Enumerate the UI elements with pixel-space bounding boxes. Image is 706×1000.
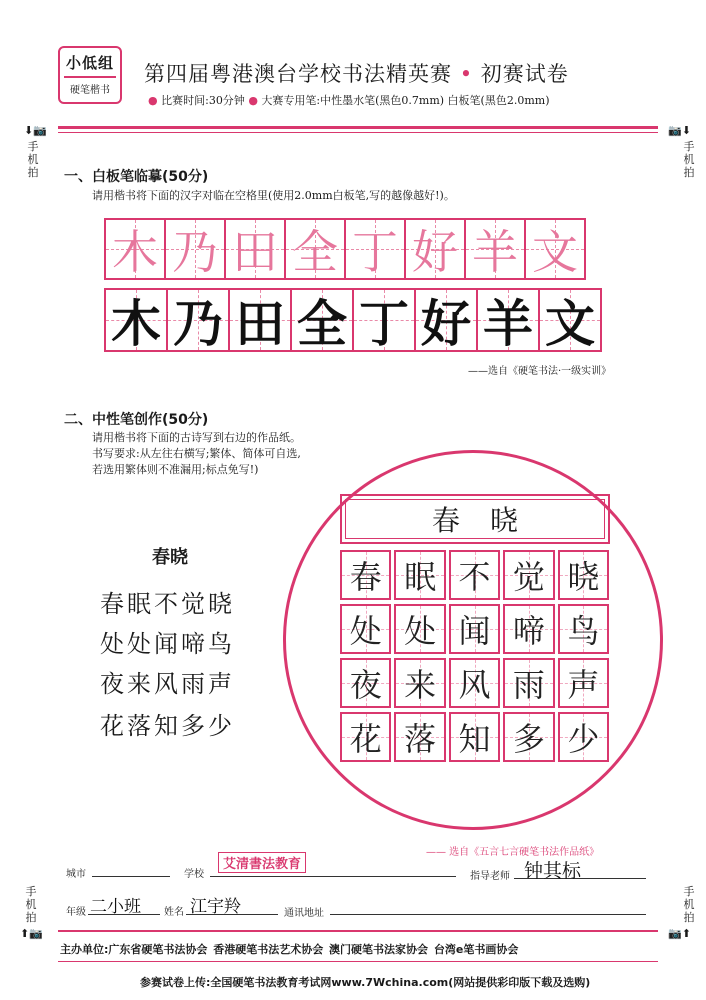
work-char: 觉 — [512, 558, 545, 596]
work-char: 处 — [404, 612, 437, 650]
work-char: 声 — [567, 666, 600, 704]
work-cell[interactable] — [449, 604, 500, 654]
work-char: 闻 — [458, 612, 491, 650]
work-char: 春 — [349, 558, 382, 596]
work-cell[interactable] — [394, 550, 445, 600]
trace-char: 田 — [232, 225, 278, 279]
work-cell[interactable] — [340, 604, 391, 654]
model-cell — [476, 288, 540, 352]
name-value: 江宇羚 — [190, 897, 241, 917]
camera-icon: 📷 — [668, 124, 682, 137]
trace-cell[interactable] — [224, 218, 286, 280]
badge-divider — [64, 76, 116, 78]
poem-line: 处处闻啼鸟 — [100, 630, 235, 658]
section2-instruction-2: 书写要求:从左往右横写;繁体、简体可自选, — [92, 447, 301, 460]
model-cell — [290, 288, 354, 352]
camera-caption-br: 手机拍 — [683, 885, 695, 924]
title-dot: • — [459, 62, 474, 86]
section2-source: —— 选自《五言七言硬笔书法作品纸》 — [426, 847, 600, 858]
poem-line: 春眠不觉晓 — [100, 590, 235, 618]
section1-instruction: 请用楷书将下面的汉字对临在空格里(使用2.0mm白板笔,写的越像越好!)。 — [92, 189, 455, 202]
camera-icon: 📷 — [29, 927, 43, 940]
work-cell[interactable] — [558, 604, 609, 654]
section2-instruction-1: 请用楷书将下面的古诗写到右边的作品纸。 — [92, 431, 301, 444]
work-char: 风 — [458, 666, 491, 704]
work-cell[interactable] — [394, 712, 445, 762]
work-cell[interactable] — [340, 712, 391, 762]
work-cell[interactable] — [449, 658, 500, 708]
work-char: 少 — [567, 720, 600, 758]
work-grid[interactable] — [340, 550, 612, 766]
work-title-box[interactable] — [340, 494, 610, 544]
work-row — [340, 604, 612, 654]
work-cell[interactable] — [503, 550, 554, 600]
trace-char: 乃 — [172, 225, 218, 279]
section2-instruction-3: 若选用繁体则不准漏用;标点免写!) — [92, 463, 259, 476]
work-char: 来 — [404, 666, 437, 704]
section1-source: ——选自《硬笔书法·一级实训》 — [468, 366, 612, 377]
camera-marker-tl — [24, 124, 47, 137]
work-cell[interactable] — [394, 604, 445, 654]
work-char: 雨 — [512, 666, 545, 704]
camera-marker-tr — [668, 124, 691, 137]
teacher-value: 钟其标 — [524, 860, 582, 882]
city-field[interactable] — [92, 876, 170, 877]
work-cell[interactable] — [394, 658, 445, 708]
badge-group-label: 小低组 — [65, 54, 114, 72]
work-char: 晓 — [567, 558, 600, 596]
model-cell — [228, 288, 292, 352]
model-char: 全 — [297, 295, 347, 353]
model-char: 羊 — [483, 295, 533, 353]
work-cell[interactable] — [558, 550, 609, 600]
model-cell — [104, 288, 168, 352]
work-char: 知 — [458, 720, 491, 758]
work-char: 啼 — [512, 612, 545, 650]
model-cell — [538, 288, 602, 352]
exam-time: 比赛时间:30分钟 — [161, 94, 245, 107]
trace-cell[interactable] — [164, 218, 226, 280]
trace-cell[interactable] — [404, 218, 466, 280]
camera-caption-tl: 手机拍 — [27, 140, 39, 179]
trace-char: 丁 — [352, 225, 398, 279]
footer-divider — [58, 930, 658, 932]
poem-line: 夜来风雨声 — [100, 670, 235, 698]
model-char: 好 — [421, 295, 471, 353]
model-cell — [166, 288, 230, 352]
teacher-label: 指导老师 — [470, 871, 510, 882]
header-divider — [58, 126, 658, 129]
poem-line: 花落知多少 — [100, 712, 235, 740]
model-grid — [104, 288, 600, 352]
header-divider-thin — [58, 132, 658, 133]
exam-pen: 大赛专用笔:中性墨水笔(黑色0.7mm) 白板笔(黑色2.0mm) — [261, 94, 550, 107]
work-cell[interactable] — [558, 658, 609, 708]
bullet-icon: ● — [248, 94, 258, 107]
poem-title: 春晓 — [152, 547, 188, 568]
badge-style-label: 硬笔楷书 — [70, 85, 110, 96]
trace-char: 好 — [412, 225, 458, 279]
model-char: 文 — [545, 295, 595, 353]
address-field[interactable] — [330, 914, 646, 915]
trace-char: 羊 — [472, 225, 518, 279]
school-field[interactable] — [210, 876, 456, 877]
work-cell[interactable] — [503, 604, 554, 654]
camera-icon: 📷 — [668, 927, 682, 940]
page-title — [144, 58, 569, 88]
work-cell[interactable] — [503, 712, 554, 762]
footer-divider-thin — [58, 961, 658, 962]
organizers: 主办单位:广东省硬笔书法协会 香港硬笔书法艺术协会 澳门硬笔书法家协会 台湾e笔书画协会 — [60, 943, 519, 956]
arrow-up-icon: ⬆ — [20, 927, 30, 940]
work-char: 落 — [404, 720, 437, 758]
trace-char: 全 — [292, 225, 338, 279]
camera-caption-tr: 手机拍 — [683, 140, 695, 179]
work-row — [340, 550, 612, 600]
arrow-down-icon: ⬇ — [24, 124, 34, 137]
trace-cell[interactable] — [524, 218, 586, 280]
trace-char: 文 — [532, 225, 578, 279]
exam-info — [148, 92, 550, 108]
model-cell — [352, 288, 416, 352]
model-char: 田 — [235, 295, 285, 353]
work-cell[interactable] — [503, 658, 554, 708]
camera-marker-br — [668, 927, 691, 940]
work-cell[interactable] — [558, 712, 609, 762]
trace-cell[interactable] — [344, 218, 406, 280]
title-end: 初赛试卷 — [480, 62, 569, 86]
trace-cell[interactable] — [104, 218, 166, 280]
section1-heading: 一、白板笔临摹(50分) — [64, 169, 209, 185]
work-cell[interactable] — [340, 550, 391, 600]
arrow-down-icon: ⬇ — [681, 124, 691, 137]
work-char: 眠 — [404, 558, 437, 596]
section2-heading: 二、中性笔创作(50分) — [64, 412, 209, 428]
work-char: 鸟 — [567, 612, 600, 650]
work-cell[interactable] — [340, 658, 391, 708]
name-label: 姓名 — [164, 907, 184, 918]
model-cell — [414, 288, 478, 352]
group-badge — [58, 46, 122, 104]
model-char: 木 — [111, 295, 161, 353]
work-cell[interactable] — [449, 550, 500, 600]
work-char: 夜 — [349, 666, 382, 704]
work-char: 花 — [349, 720, 382, 758]
work-row — [340, 712, 612, 762]
work-row — [340, 658, 612, 708]
camera-icon: 📷 — [33, 124, 47, 137]
model-char: 乃 — [173, 295, 223, 353]
grade-value: 二小班 — [90, 897, 141, 917]
camera-marker-bl — [20, 927, 43, 940]
work-title: 春晓 — [431, 504, 548, 537]
work-char: 多 — [512, 720, 545, 758]
school-stamp: 艾清書法教育 — [218, 852, 306, 873]
title-main: 第四届粤港澳台学校书法精英赛 — [144, 62, 452, 86]
arrow-up-icon: ⬆ — [681, 927, 691, 940]
city-label: 城市 — [66, 869, 86, 880]
work-cell[interactable] — [449, 712, 500, 762]
trace-grid[interactable] — [104, 218, 584, 280]
work-char: 处 — [349, 612, 382, 650]
camera-caption-bl: 手机拍 — [25, 885, 37, 924]
upload-note: 参赛试卷上传:全国硬笔书法教育考试网www.7Wchina.com(网站提供彩印版下载及选购) — [140, 976, 591, 989]
trace-cell[interactable] — [464, 218, 526, 280]
school-label: 学校 — [184, 869, 204, 880]
model-char: 丁 — [359, 295, 409, 353]
grade-label: 年级 — [66, 907, 86, 918]
trace-cell[interactable] — [284, 218, 346, 280]
bullet-icon: ● — [148, 94, 158, 107]
address-label: 通讯地址 — [284, 908, 324, 919]
trace-char: 木 — [112, 225, 158, 279]
work-char: 不 — [458, 558, 491, 596]
